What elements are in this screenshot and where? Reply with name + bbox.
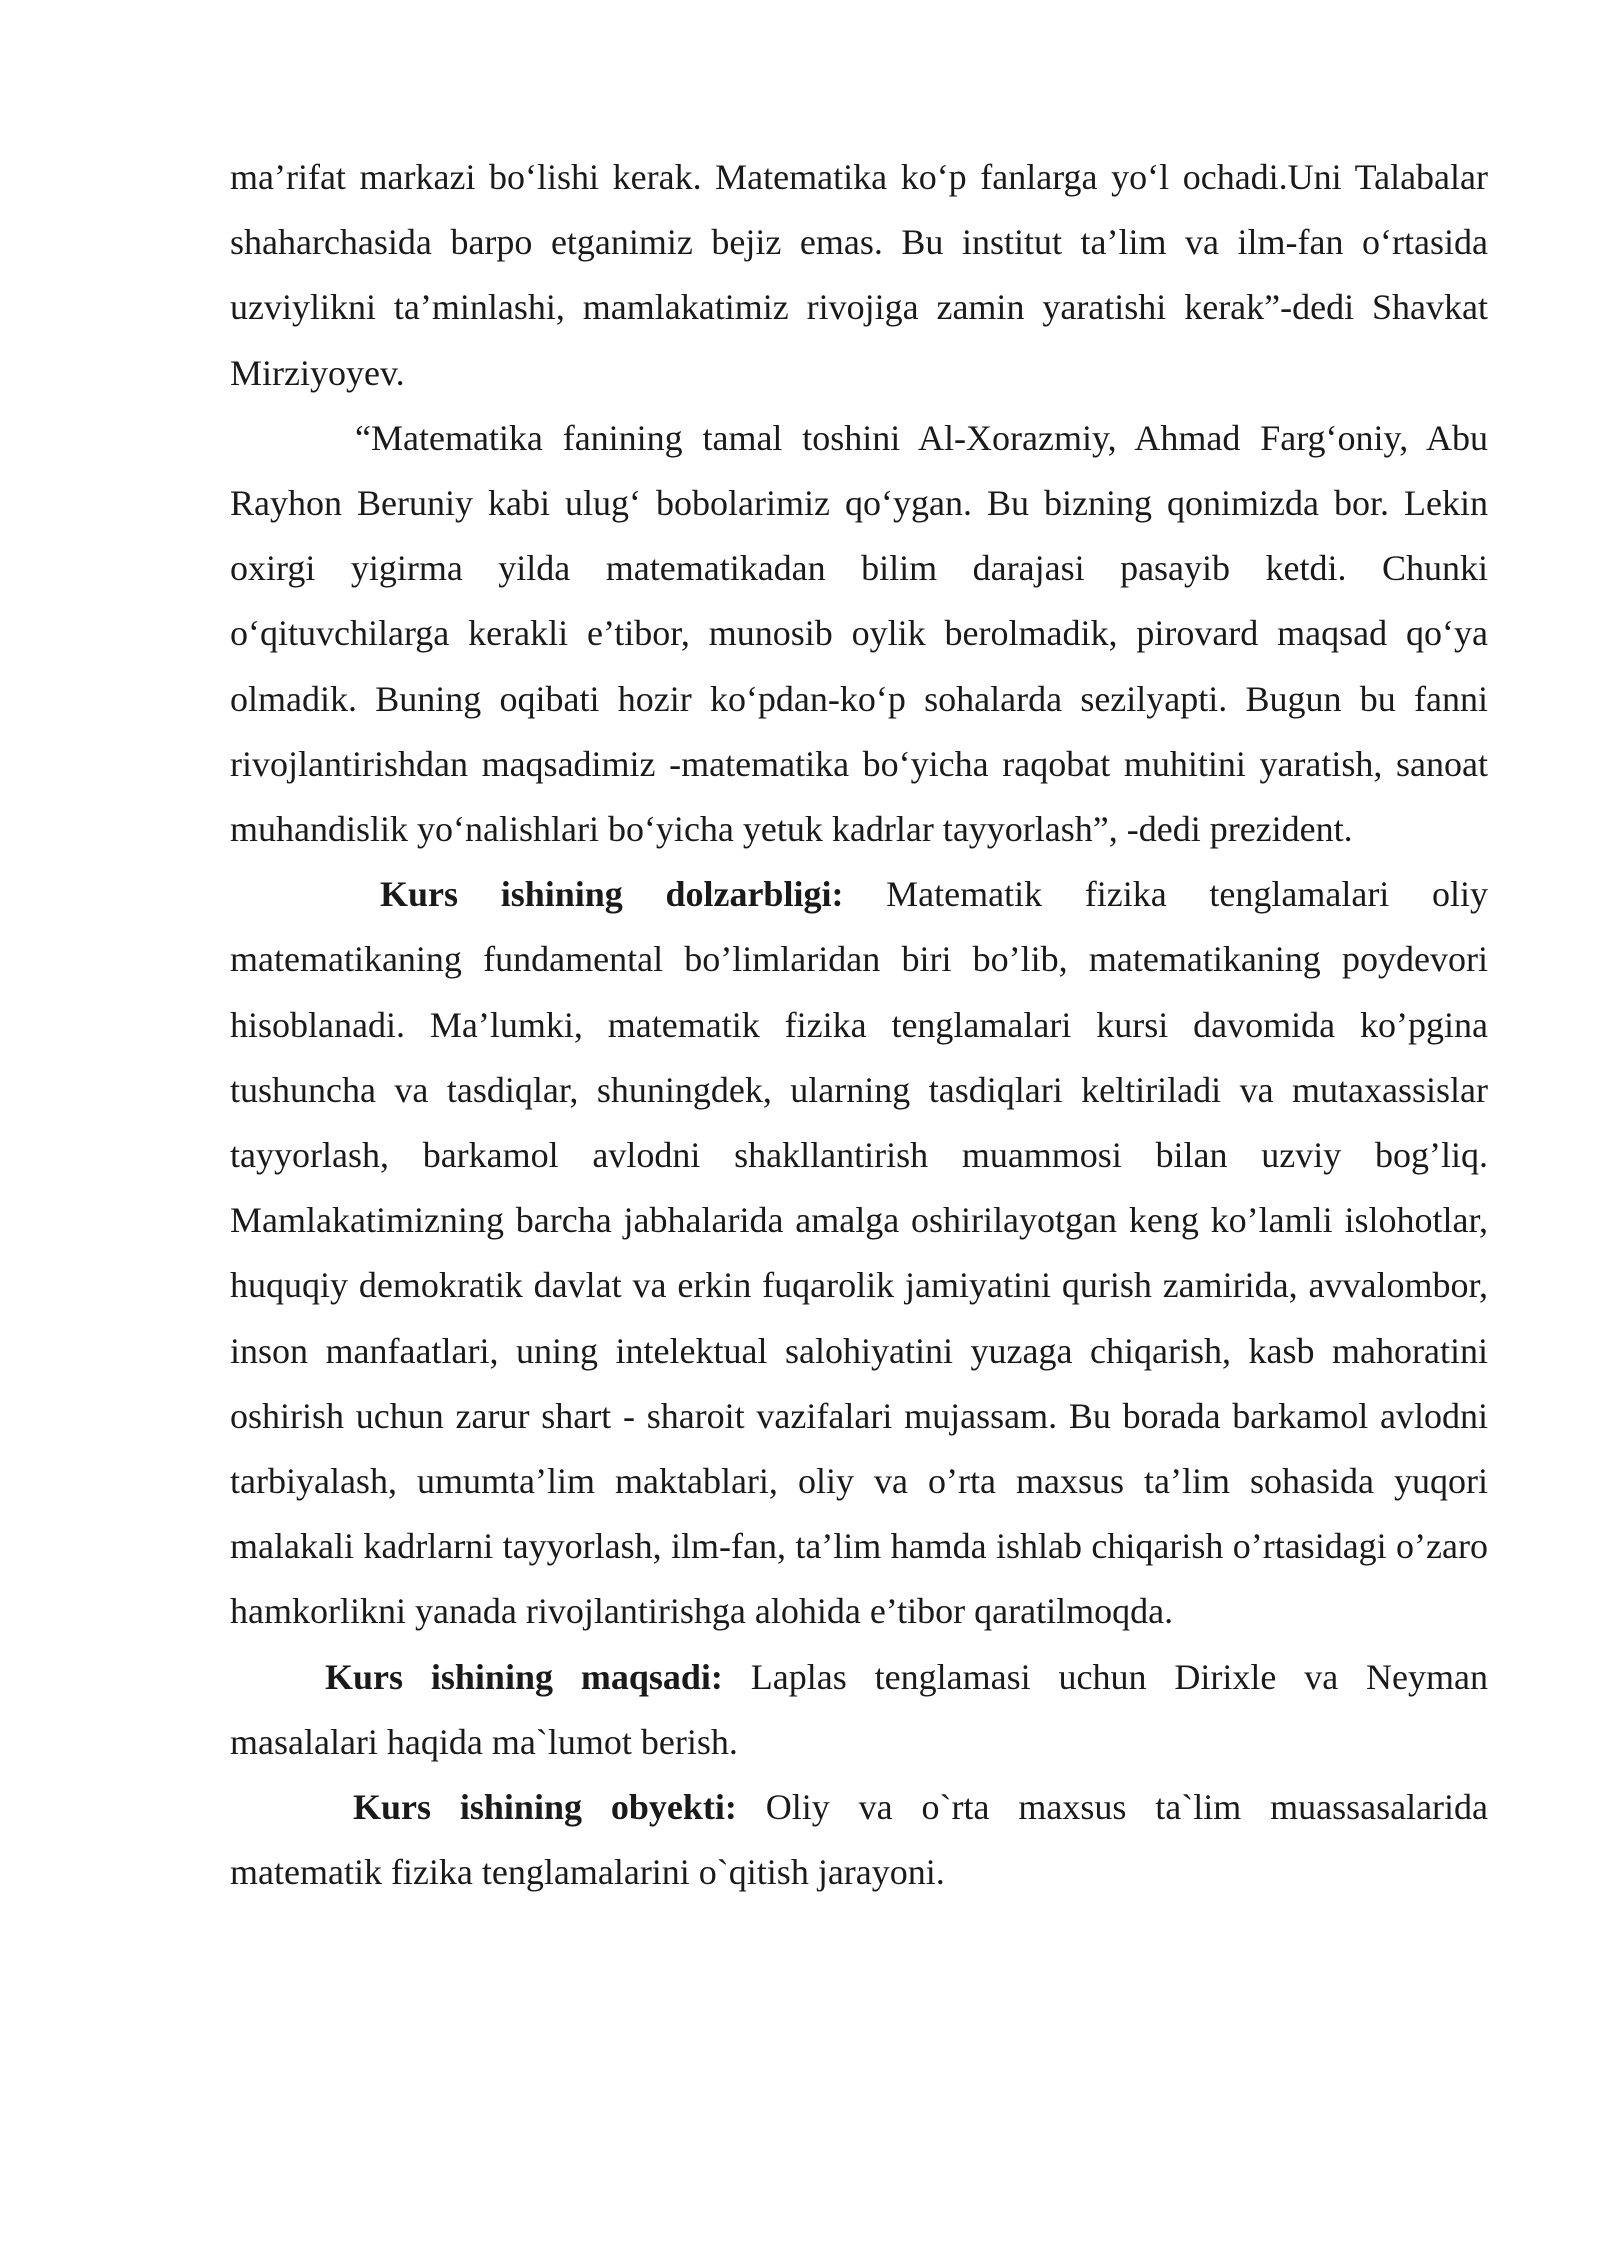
section-heading-goal: Kurs ishining maqsadi:: [325, 1656, 723, 1697]
paragraph-text: Matematik fizika tenglamalari oliy matematikaning fundamental bo’limlaridan biri bo’lib, matematikaning poydevori hisoblanadi. Ma’lumki, matematik fizika tenglamalari kursi davomida ko’pgina tushuncha va tasdiqlar, shuningdek, ularning tasdiqlari keltiriladi va mutaxassislar tayyorlash, barkamol avlodni shakllantirish muammosi bilan uzviy bog’liq. Mamlakatimizning barcha jabhalarida amalga oshirilayotgan keng ko’lamli islohotlar, huquqiy demokratik davlat va erkin fuqarolik jamiyatini qurish zamirida, avvalombor, inson manfaatlari, uning intelektual salohiyatini yuzaga chiqarish, kasb mahoratini oshirish uchun zarur shart - sharoit vazifalari mujassam. Bu borada barkamol avlodni tarbiyalash, umumta’lim maktablari, oliy va o’rta maxsus ta’lim sohasida yuqori malakali kadrlarni tayyorlash, ilm-fan, ta’lim hamda ishlab chiqarish o’rtasidagi o’zaro hamkorlikni yanada rivojlantirishga alohida e’tibor qaratilmoqda.: [230, 874, 1488, 1632]
section-heading-object: Kurs ishining obyekti:: [353, 1787, 737, 1828]
paragraph-quote-continuation: [230, 145, 1488, 406]
paragraph-text: Laplas tenglamasi uchun Dirixle va Neyman masalalari haqida ma`lumot berish.: [230, 1656, 1489, 1762]
paragraph-relevance: [230, 862, 1488, 1644]
document-page: [230, 145, 1488, 1905]
paragraph-text: ma’rifat markazi bo‘lishi kerak. Matematika ko‘p fanlarga yo‘l ochadi.Uni Talabalar shaharchasida barpo etganimiz bejiz emas. Bu institut ta’lim va ilm-fan o‘rtasida uzviylikni ta’minlashi, mamlakatimiz rivojiga zamin yaratishi kerak”-dedi Shavkat Mirziyoyev.: [230, 157, 1488, 393]
paragraph-goal: [230, 1645, 1488, 1775]
paragraph-text: Oliy va o`rta maxsus ta`lim muassasalarida matematik fizika tenglamalarini o`qitish jarayoni.: [230, 1787, 1489, 1893]
paragraph-president-quote: [230, 406, 1488, 862]
paragraph-object: [230, 1775, 1488, 1905]
section-heading-relevance: Kurs ishining dolzarbligi:: [380, 874, 844, 915]
paragraph-text: “Matematika fanining tamal toshini Al-Xorazmiy, Ahmad Farg‘oniy, Abu Rayhon Beruniy kabi ulug‘ bobolarimiz qo‘ygan. Bu bizning qonimizda bor. Lekin oxirgi yigirma yilda matematikadan bilim darajasi pasayib ketdi. Chunki o‘qituvchilarga kerakli e’tibor, munosib oylik berolmadik, pirovard maqsad qo‘ya olmadik. Buning oqibati hozir ko‘pdan-ko‘p sohalarda sezilyapti. Bugun bu fanni rivojlantirishdan maqsadimiz -matematika bo‘yicha raqobat muhitini yaratish, sanoat muhandislik yo‘nalishlari bo‘yicha yetuk kadrlar tayyorlash”, -dedi prezident.: [230, 417, 1488, 850]
